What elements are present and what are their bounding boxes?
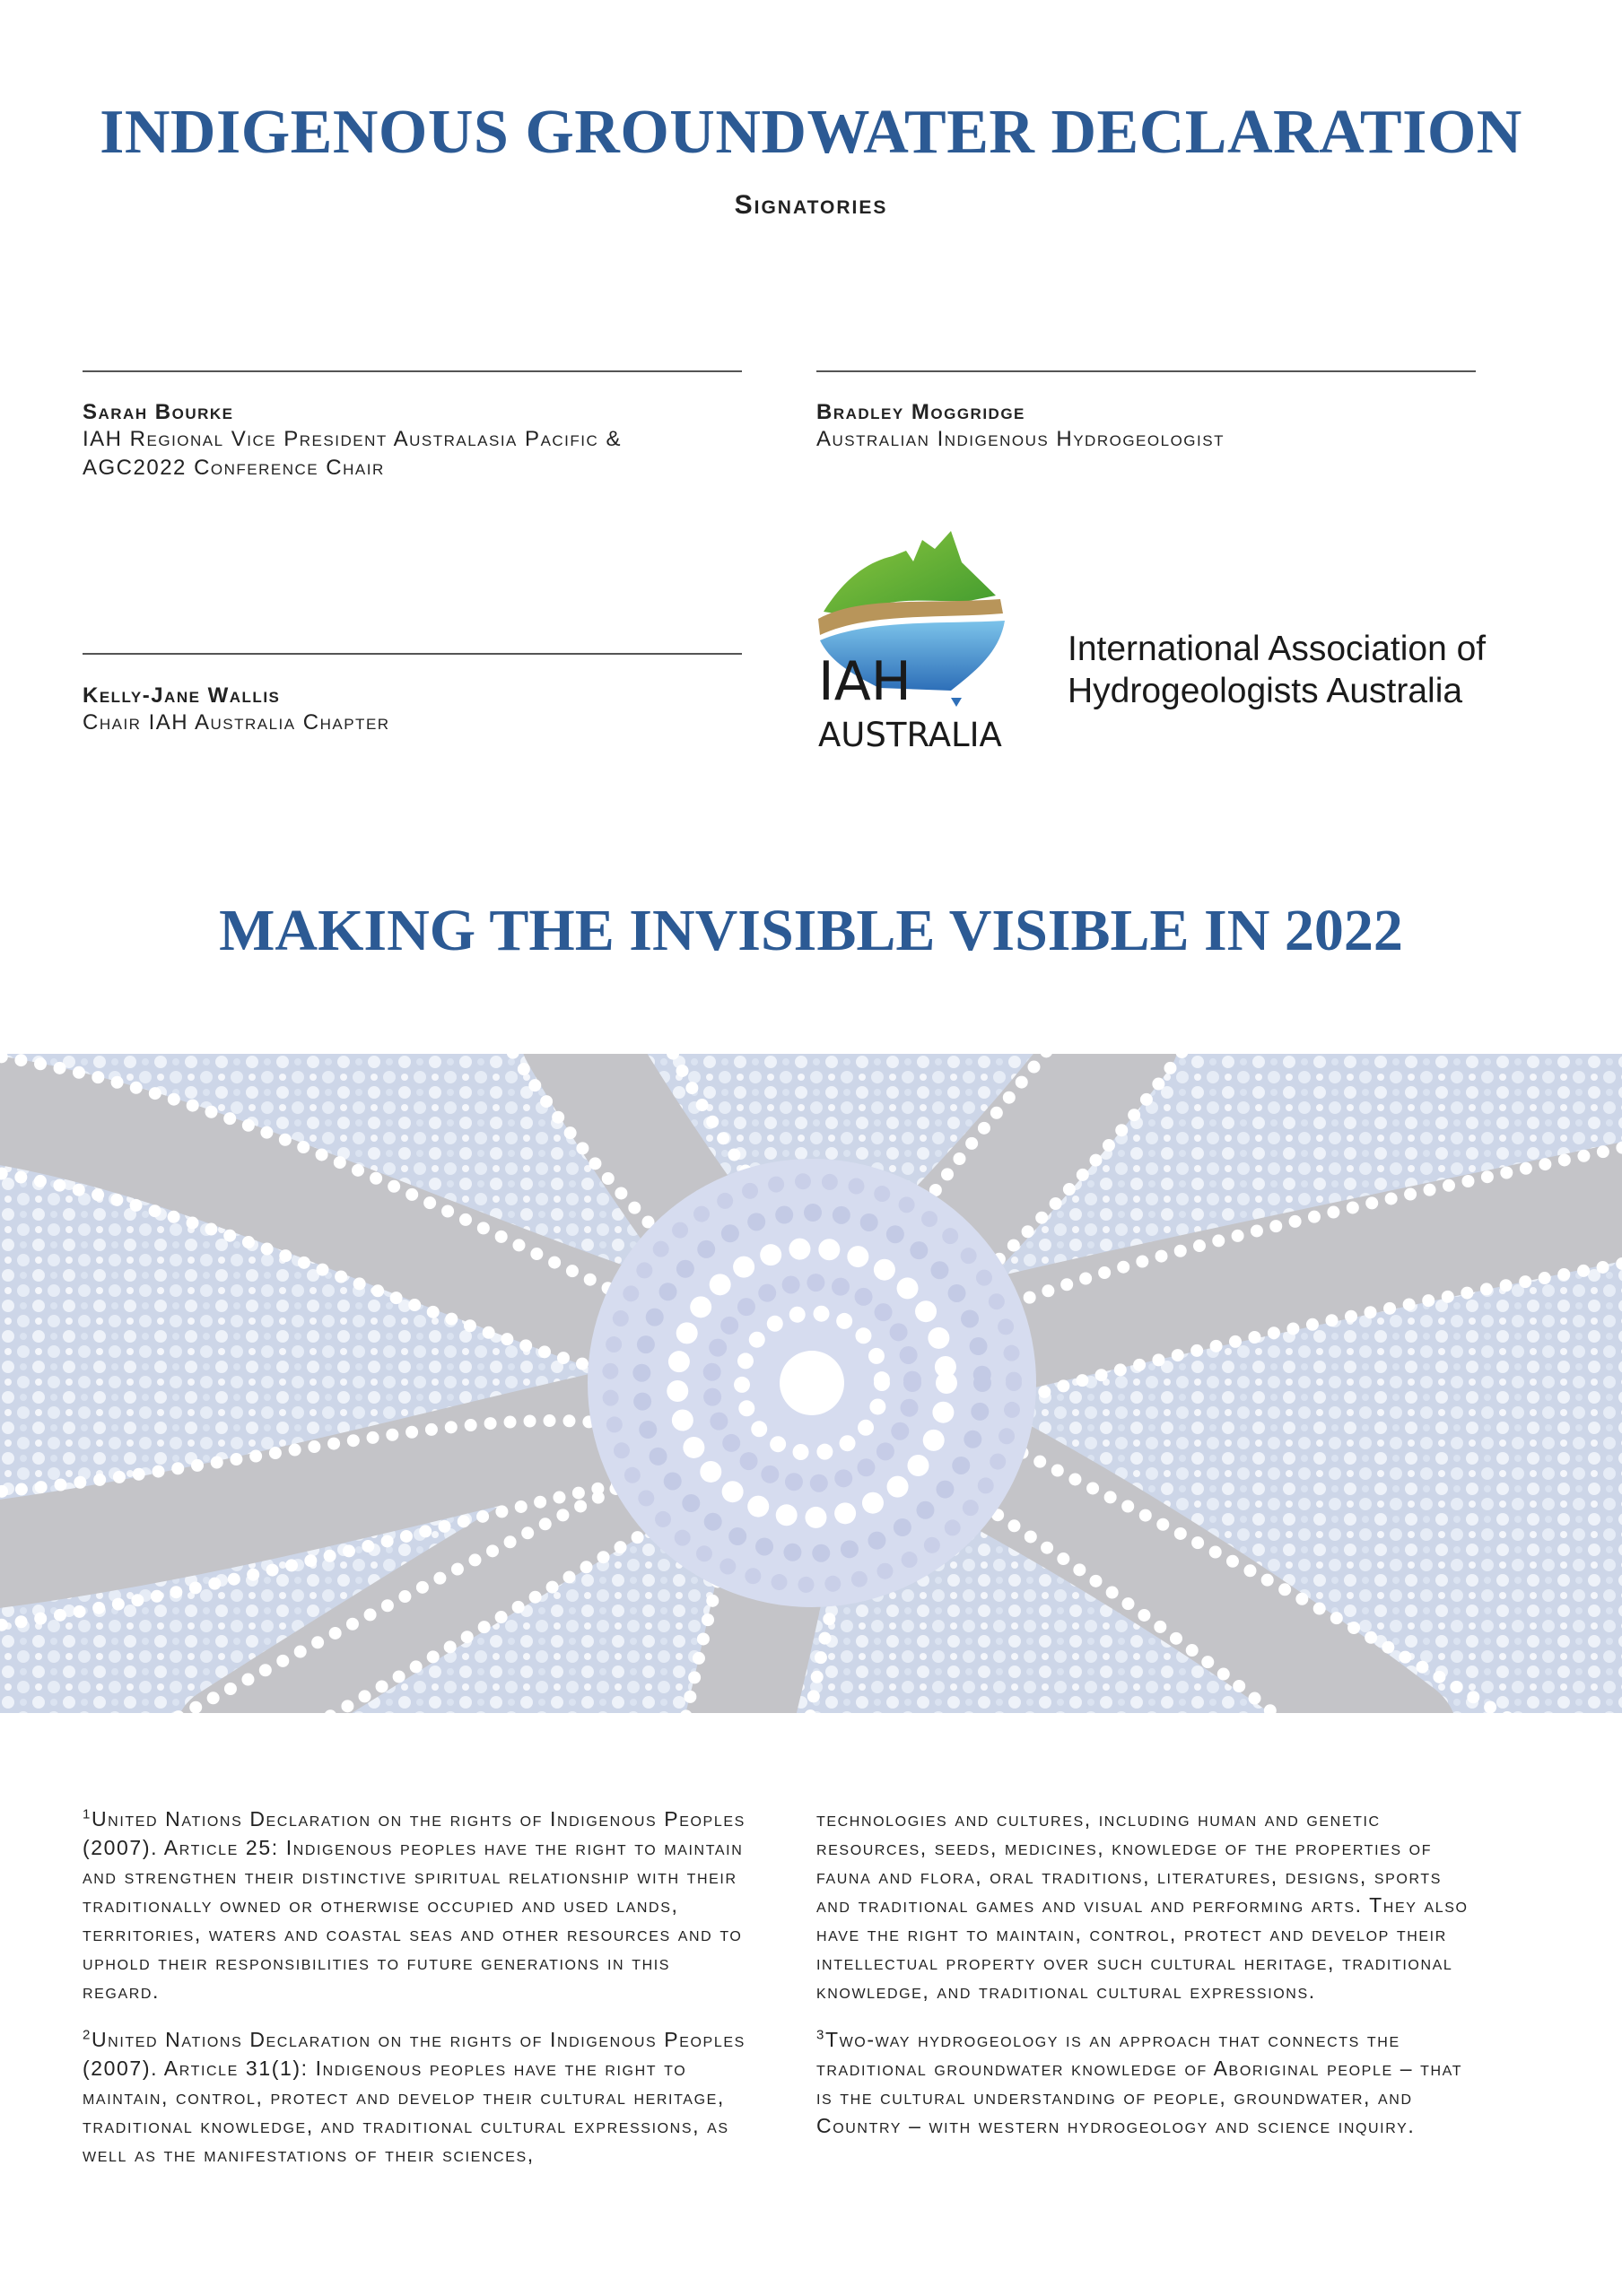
signatory-name: Sarah Bourke — [83, 400, 234, 424]
footnote-marker: 1 — [83, 1806, 92, 1822]
logo-mark-australia: AUSTRALIA — [818, 716, 1002, 754]
iah-australia-logo — [816, 531, 1068, 755]
signatory-name: Kelly-Jane Wallis — [83, 683, 281, 708]
central-waterhole — [588, 1159, 1036, 1607]
signatory-role-line-2: AGC2022 Conference Chair — [83, 456, 385, 480]
signatory-role-line-1: IAH Regional Vice President Australasia Pacific & — [83, 427, 622, 451]
campaign-headline: MAKING THE INVISIBLE VISIBLE IN 2022 — [219, 898, 1403, 963]
dot-painting-artwork — [0, 1054, 1622, 1713]
footnote-text: United Nations Declaration on the rights of Indigenous Peoples (2007). Article 31(1): Indigenous peoples have the right to maintain, control, protect and develop their cultural heritage, traditional knowledge, and traditional cultural expressions, as well as the manifestations of their sciences, — [83, 2028, 746, 2166]
tasmania-icon — [951, 698, 962, 707]
signature-line — [83, 370, 742, 372]
footnote-text: United Nations Declaration on the rights of Indigenous Peoples (2007). Article 25: Indigenous peoples have the right to maintain and strengthen their distinctive spiritual relationship with their traditionally owned or otherwise occupied and used lands, territories, waters and coastal seas and other resources and to uphold their responsibilities to future generations in this regard. — [83, 1807, 746, 2003]
signatory-role-line-1: Australian Indigenous Hydrogeologist — [816, 427, 1225, 451]
logo-mark-iah: IAH — [818, 650, 911, 713]
footnote-2-continued: technologies and cultures, including human and genetic resources, seeds, medicines, knowledge of the properties of fauna and flora, oral traditions, literatures, designs, sports and traditional games and visual and performing arts. They also have the right to maintain, control, protect and develop their intellectual property over such cultural heritage, traditional knowledge, and traditional cultural expressions. — [816, 1807, 1469, 2003]
logo-org-line-2: Hydrogeologists Australia — [1068, 672, 1463, 710]
signatory-role-line-1: Chair IAH Australia Chapter — [83, 710, 390, 735]
footnotes-right-column — [816, 1805, 1480, 2160]
document-subtitle: Signatories — [734, 190, 888, 220]
footnote-marker: 3 — [816, 2027, 825, 2043]
logo-organisation-name — [1068, 628, 1486, 712]
footnote-3 — [816, 2025, 1480, 2140]
footnote-2 — [83, 2025, 746, 2169]
signatory-name: Bradley Moggridge — [816, 400, 1025, 424]
footnote-text: Two-way hydrogeology is an approach that connects the traditional groundwater knowledge of Aboriginal people – that is the cultural understanding of people, groundwater, and Country – with western hydrogeology and science inquiry. — [816, 2028, 1463, 2137]
signature-line — [816, 370, 1476, 372]
signature-line — [83, 653, 742, 655]
document-title: INDIGENOUS GROUNDWATER DECLARATION — [100, 98, 1522, 167]
logo-org-line-1: International Association of — [1068, 630, 1487, 668]
footnote-marker: 2 — [83, 2027, 92, 2043]
footnotes-left-column — [83, 1805, 746, 2188]
footnote-1 — [83, 1805, 746, 2005]
